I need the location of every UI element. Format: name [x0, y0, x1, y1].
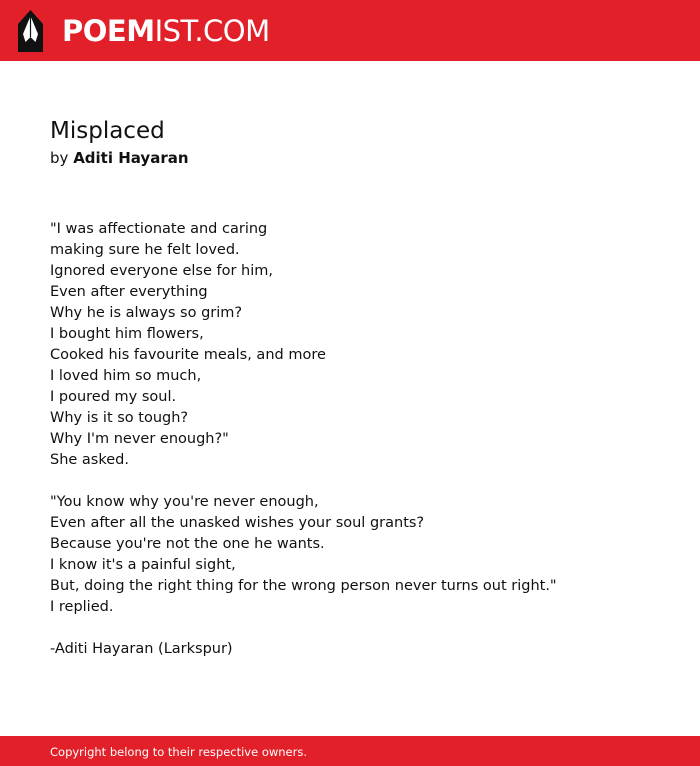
poem-stanza [50, 219, 670, 471]
poem-line: Cooked his favourite meals, and more [50, 347, 326, 363]
poem-content [50, 117, 670, 681]
poem-line: Even after everything [50, 284, 208, 300]
poem-line: Why is it so tough? [50, 410, 189, 426]
by-label: by [50, 149, 69, 167]
poem-line: Ignored everyone else for him, [50, 263, 274, 279]
poem-stanza [50, 492, 670, 618]
poem-line: Even after all the unasked wishes your soul grants? [50, 515, 425, 531]
poem-line: Because you're not the one he wants. [50, 536, 325, 552]
poem-line: "I was affectionate and caring [50, 221, 268, 237]
poem-line: I loved him so much, [50, 368, 202, 384]
brand-wordmark [62, 13, 270, 48]
author-name: Aditi Hayaran [73, 149, 189, 167]
poem-line: I replied. [50, 599, 114, 615]
brand-wordmark-bold: POEM [62, 13, 155, 48]
brand-wordmark-light: IST.COM [154, 13, 270, 48]
pen-nib-icon [18, 10, 43, 52]
poem-title: Misplaced [50, 118, 165, 144]
poem-line: I know it's a painful sight, [50, 557, 236, 573]
copyright-text: Copyright belong to their respective owners. [50, 745, 308, 759]
poem-line: Why he is always so grim? [50, 305, 243, 321]
poem-line: Why I'm never enough?" [50, 431, 229, 447]
poem-line: She asked. [50, 452, 129, 468]
poem-line: "You know why you're never enough, [50, 494, 319, 510]
poem-line: But, doing the right thing for the wrong person never turns out right." [50, 578, 557, 594]
poem-line: I bought him flowers, [50, 326, 204, 342]
poem-line: I poured my soul. [50, 389, 177, 405]
byline [50, 148, 670, 168]
poem-stanza [50, 639, 670, 660]
poem-body [50, 219, 670, 660]
poem-line: making sure he felt loved. [50, 242, 240, 258]
site-logo-link[interactable] [18, 10, 270, 52]
site-footer [0, 736, 700, 766]
site-header [0, 0, 700, 61]
poem-line: -Aditi Hayaran (Larkspur) [50, 641, 233, 657]
